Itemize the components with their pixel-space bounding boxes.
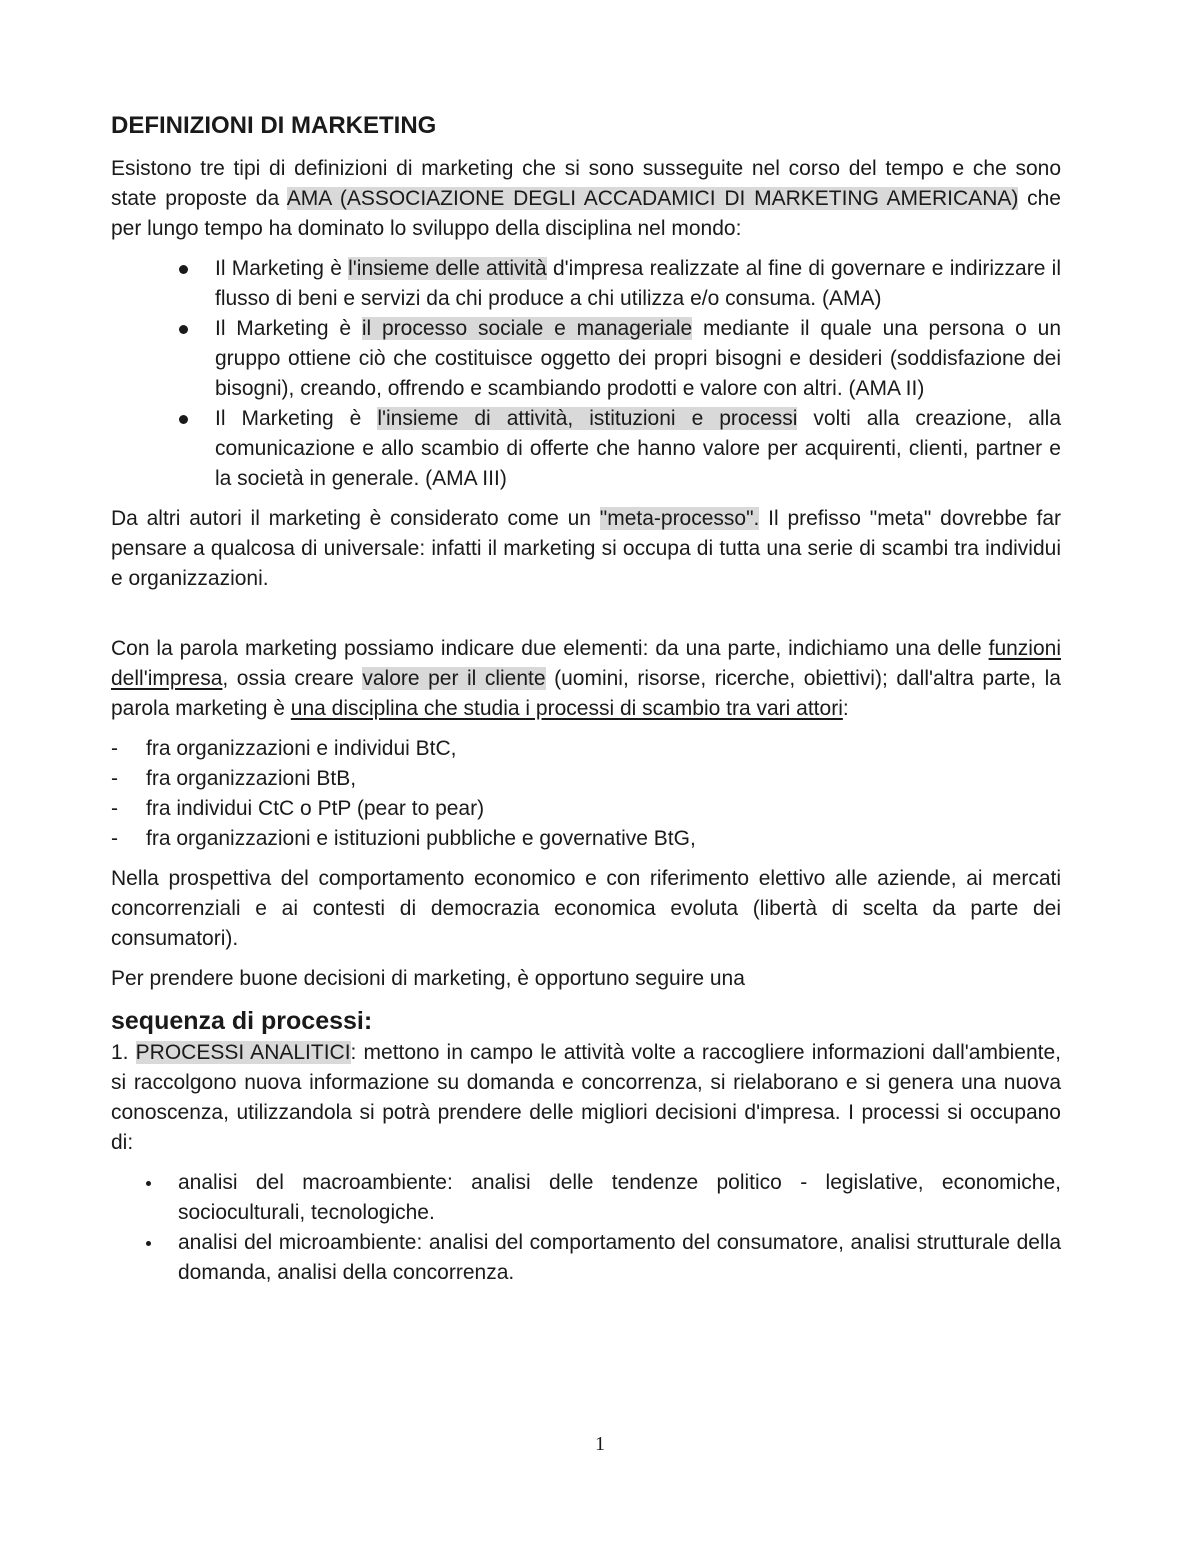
meta-text-end: Il prefisso "meta" dovrebbe far pensare a qualcosa di universale: infatti il marketing si occupa di tutta una serie di scambi tra individui e organizzazioni. bbox=[111, 507, 1062, 590]
bullet-icon bbox=[179, 415, 188, 424]
intro-highlight: AMA (ASSOCIAZIONE DEGLI ACCADAMICI DI MARKETING AMERICANA) bbox=[286, 187, 1019, 210]
parola-underline: una disciplina che studia i processi di scambio tra vari attori bbox=[290, 697, 843, 720]
section-heading: sequenza di processi: bbox=[111, 1007, 373, 1035]
prospettiva-paragraph: Nella prospettiva del comportamento economico e con riferimento elettivo alle aziende, ai mercati concorrenziali e ai contesti di democrazia economica evoluta (libertà di scelta da parte dei consumatori). bbox=[111, 867, 1061, 950]
list-item bbox=[111, 794, 1061, 824]
parola-paragraph bbox=[111, 634, 1061, 724]
processi-highlight: PROCESSI ANALITICI bbox=[135, 1041, 351, 1064]
page-title: DEFINIZIONI DI MARKETING bbox=[111, 112, 437, 139]
decisioni-paragraph: Per prendere buone decisioni di marketing, è opportuno seguire una bbox=[111, 967, 745, 990]
bullet-icon bbox=[146, 1181, 151, 1186]
parola-text: , ossia creare bbox=[222, 667, 363, 690]
document-page bbox=[111, 108, 1061, 1288]
meta-paragraph bbox=[111, 504, 1061, 594]
dash-marker: - bbox=[111, 737, 118, 760]
dash-marker: - bbox=[111, 827, 118, 850]
definition-text: Il Marketing è bbox=[215, 407, 378, 430]
parola-highlight: valore per il cliente bbox=[362, 667, 546, 690]
definition-highlight: l'insieme di attività, istituzioni e processi bbox=[377, 407, 798, 430]
analisi-list bbox=[111, 1168, 1061, 1288]
parola-text: : bbox=[842, 697, 849, 720]
parola-text: Con la parola marketing possiamo indicare due elementi: da una parte, indichiamo una delle bbox=[111, 637, 989, 660]
list-item bbox=[111, 764, 1061, 794]
processi-paragraph bbox=[111, 1038, 1061, 1158]
parola-text: (uomini, risorse, ricerche, obiettivi); dall'altra parte, la parola marketing è bbox=[111, 667, 1061, 720]
bullet-icon bbox=[179, 265, 188, 274]
list-item bbox=[111, 254, 1061, 314]
dash-marker: - bbox=[111, 767, 118, 790]
dash-marker: - bbox=[111, 797, 118, 820]
intro-text-end: che per lungo tempo ha dominato lo sviluppo della disciplina nel mondo: bbox=[111, 187, 1061, 240]
parola-underline: funzioni dell'impresa bbox=[111, 637, 1061, 690]
exchange-text: fra organizzazioni e istituzioni pubbliche e governative BtG, bbox=[146, 827, 696, 850]
meta-highlight: "meta-processo". bbox=[599, 507, 760, 530]
exchange-text: fra organizzazioni BtB, bbox=[146, 767, 357, 790]
analisi-text: analisi del microambiente: analisi del comportamento del consumatore, analisi strutturale della domanda, analisi della concorrenza. bbox=[178, 1231, 1061, 1284]
bullet-icon bbox=[179, 325, 188, 334]
bullet-icon bbox=[146, 1241, 151, 1246]
list-item bbox=[111, 404, 1061, 494]
definition-highlight: il processo sociale e manageriale bbox=[361, 317, 693, 340]
definition-highlight: l'insieme delle attività bbox=[348, 257, 547, 280]
page-number: 1 bbox=[595, 1433, 605, 1455]
definition-text: Il Marketing è bbox=[215, 257, 349, 280]
intro-paragraph bbox=[111, 154, 1061, 244]
exchanges-list bbox=[111, 734, 1061, 854]
spacer bbox=[111, 604, 1061, 634]
list-item bbox=[111, 824, 1061, 854]
processi-text: : mettono in campo le attività volte a raccogliere informazioni dall'ambiente, si raccolgono nuova informazione su domanda e concorrenza, si rielaborano e si genera una nuova conoscenza, utilizzandola si potrà prendere delle migliori decisioni d'impresa. I processi si occupano di: bbox=[111, 1041, 1062, 1154]
exchange-text: fra individui CtC o PtP (pear to pear) bbox=[146, 797, 485, 820]
definition-text-end: volti alla creazione, alla comunicazione e allo scambio di offerte che hanno valore per acquirenti, clienti, partner e la società in generale. (AMA III) bbox=[215, 407, 1061, 490]
definition-text-end: d'impresa realizzate al fine di governare e indirizzare il flusso di beni e servizi da chi produce a chi utilizza e/o consuma. (AMA) bbox=[215, 257, 1061, 310]
processi-number: 1. bbox=[111, 1041, 136, 1064]
meta-text: Da altri autori il marketing è considerato come un bbox=[111, 507, 600, 530]
analisi-text: analisi del macroambiente: analisi delle tendenze politico - legislative, economiche, socioculturali, tecnologiche. bbox=[178, 1171, 1061, 1224]
list-item bbox=[111, 1168, 1061, 1228]
list-item bbox=[111, 734, 1061, 764]
list-item bbox=[111, 314, 1061, 404]
definition-text: Il Marketing è bbox=[215, 317, 362, 340]
intro-text: Esistono tre tipi di definizioni di marketing che si sono susseguite nel corso del tempo e che sono state proposte da bbox=[111, 157, 1061, 210]
list-item bbox=[111, 1228, 1061, 1288]
exchange-text: fra organizzazioni e individui BtC, bbox=[146, 737, 457, 760]
definition-text-end: mediante il quale una persona o un gruppo ottiene ciò che costituisce oggetto dei propri bisogni e desideri (soddisfazione dei bisogni), creando, offrendo e scambiando prodotti e valore con altri. (AMA II) bbox=[215, 317, 1062, 400]
definitions-list bbox=[111, 254, 1061, 494]
